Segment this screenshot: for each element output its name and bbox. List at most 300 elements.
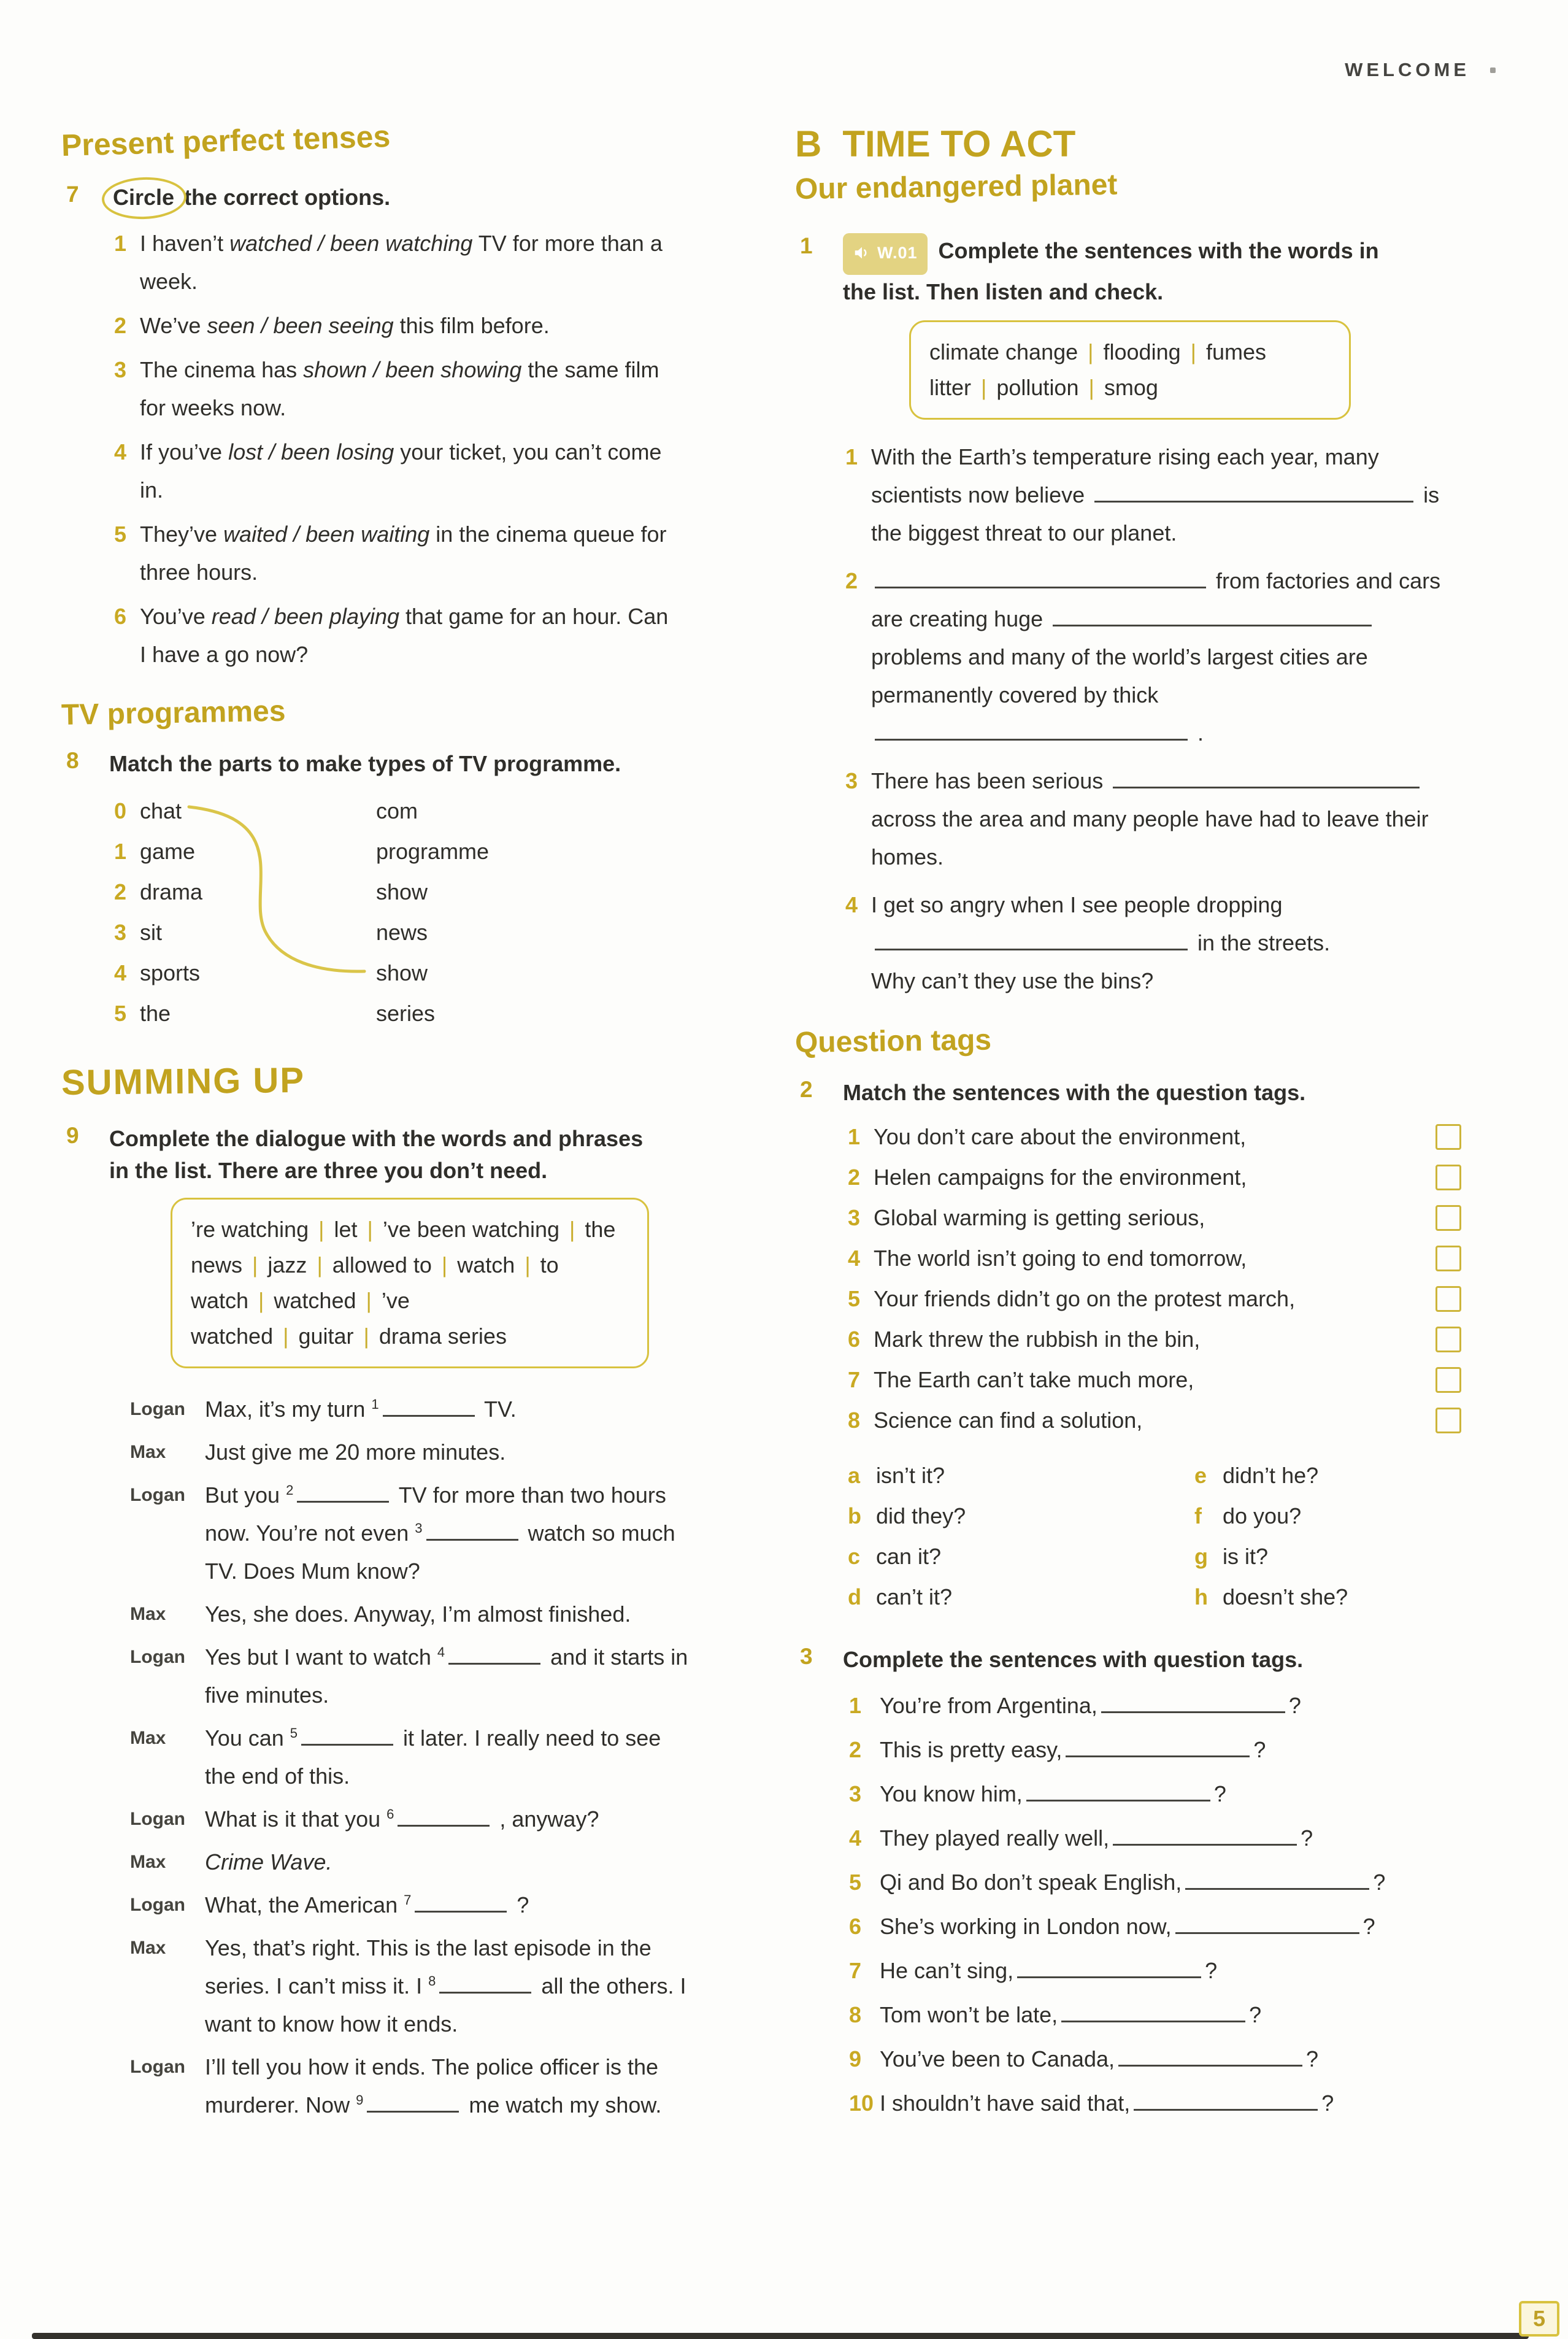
- blank-number: 9: [356, 2092, 364, 2108]
- dialogue-row: [130, 2048, 719, 2124]
- text: Mark threw the rubbish in the bin,: [874, 1327, 1201, 1352]
- word-option: pollution: [996, 375, 1079, 400]
- question-row: [848, 1403, 1461, 1438]
- exercise-item: [849, 2084, 1507, 2122]
- speaker-name: Max: [130, 1604, 166, 1624]
- text: If you’ve: [140, 439, 229, 464]
- text: TV.: [478, 1397, 517, 1422]
- speaker-icon: [853, 244, 871, 262]
- dialogue-text: [205, 1929, 690, 2043]
- text: You’ve been to Canada,: [880, 2046, 1115, 2071]
- exercise-item: [114, 307, 742, 345]
- tag-text: doesn’t she?: [1223, 1584, 1348, 1609]
- item-number: 10: [849, 2090, 874, 2116]
- separator: |: [252, 1252, 258, 1277]
- text: But you: [205, 1482, 286, 1508]
- tag-text: can it?: [876, 1544, 942, 1569]
- text: in the cinema queue for three hours.: [140, 522, 667, 585]
- section-title-tv-programmes: TV programmes: [61, 695, 286, 731]
- item-number: 1: [849, 1693, 862, 1718]
- match-right-word: com: [376, 798, 418, 823]
- answer-checkbox: [1435, 1205, 1461, 1231]
- item-text: [880, 2084, 1334, 2122]
- item-number: 5: [848, 1286, 861, 1311]
- page-header: WELCOME: [1345, 59, 1470, 80]
- separator: |: [366, 1288, 372, 1313]
- item-number: 1: [114, 231, 127, 256]
- text: There has been serious: [871, 768, 1110, 793]
- text: You’ve: [140, 604, 212, 629]
- matching-exercise: [114, 791, 531, 1034]
- item-text: [871, 438, 1442, 552]
- blank-line: [398, 1823, 490, 1827]
- text: You can: [205, 1725, 290, 1751]
- item-text: [848, 1201, 1427, 1235]
- item-number: 6: [114, 604, 127, 629]
- exercise-number: 1: [800, 233, 813, 258]
- item-text: [880, 1775, 1226, 1813]
- text: Yes but I want to watch: [205, 1644, 437, 1670]
- blank-number: 8: [428, 1973, 436, 1989]
- blank-line: [383, 1413, 475, 1417]
- blank-line: [1061, 2019, 1245, 2022]
- item-number: 8: [849, 2002, 862, 2027]
- tag-option: [848, 1538, 1194, 1575]
- blank-line: [1113, 785, 1420, 788]
- text: Tom won’t be late,: [880, 2002, 1058, 2027]
- instruction-text: [109, 182, 390, 214]
- separator: |: [981, 375, 987, 400]
- word-option: the news: [191, 1217, 616, 1277]
- exercise-item: [845, 562, 1507, 752]
- item-number: 1: [845, 444, 858, 469]
- page-number: 5: [1519, 2301, 1559, 2337]
- word-bank-line: [929, 334, 1331, 370]
- text: Global warming is getting serious,: [874, 1205, 1205, 1230]
- text: in the streets.: [1191, 930, 1331, 955]
- question-mark: ?: [1205, 1958, 1218, 1983]
- tag-option: [1194, 1538, 1507, 1575]
- exercise-7-items: [114, 225, 742, 674]
- speaker-name: Logan: [130, 1647, 185, 1667]
- item-text: [140, 433, 680, 509]
- item-number: 5: [849, 1870, 862, 1895]
- exercise-number: 7: [66, 182, 79, 207]
- item-number: 4: [845, 892, 858, 917]
- blank-line: [448, 1661, 540, 1665]
- item-text: [880, 1996, 1261, 2034]
- unit-letter: B: [795, 123, 822, 164]
- text: The world isn’t going to end tomorrow,: [874, 1246, 1247, 1271]
- question-mark: ?: [1306, 2046, 1319, 2071]
- text: With the Earth’s temperature rising each year, many scientists now believe: [871, 444, 1379, 507]
- blank-number: 6: [386, 1806, 394, 1822]
- blank-line: [367, 2109, 459, 2113]
- audio-track-label: W.01: [877, 244, 918, 262]
- text: Your friends didn’t go on the protest march,: [874, 1286, 1296, 1311]
- exercise-item: [845, 762, 1507, 876]
- exercise-9-header: [61, 1123, 742, 1187]
- item-text: [848, 1282, 1427, 1316]
- word-option: watched: [274, 1288, 356, 1313]
- dialogue: [130, 1390, 719, 2124]
- answer-checkbox: [1435, 1124, 1461, 1150]
- answer-checkbox: [1435, 1246, 1461, 1271]
- item-text: [880, 1863, 1385, 1902]
- item-text: [848, 1160, 1427, 1195]
- exercise-8-header: [61, 748, 742, 780]
- match-right-word: programme: [376, 839, 490, 864]
- blank-number: 5: [290, 1725, 298, 1741]
- section-title-present-perfect: Present perfect tenses: [61, 119, 391, 163]
- text: Helen campaigns for the environment,: [874, 1165, 1247, 1190]
- option-text: read / been playing: [211, 604, 400, 629]
- question-mark: ?: [1288, 1693, 1301, 1718]
- separator: |: [1088, 339, 1094, 364]
- exercise-number: 9: [66, 1123, 79, 1148]
- blank-line: [1094, 499, 1413, 503]
- exercise-2-items: [848, 1120, 1461, 1438]
- instruction-text: Complete the dialogue with the words and phrases in the list. There are three you don’t need.: [109, 1126, 644, 1183]
- separator: |: [1190, 339, 1196, 364]
- blank-line: [875, 737, 1188, 741]
- blank-line: [415, 1909, 507, 1913]
- instruction-text: Match the parts to make types of TV programme.: [109, 751, 621, 776]
- match-left-word: the: [140, 1001, 171, 1026]
- word-option: litter: [929, 375, 972, 400]
- text: The Earth can’t take much more,: [874, 1367, 1194, 1392]
- exercise-1-header: [795, 233, 1507, 309]
- right-column: [795, 123, 1507, 2129]
- separator: |: [1088, 375, 1094, 400]
- tag-option: [848, 1498, 1194, 1535]
- tag-option: [1194, 1498, 1507, 1535]
- item-text: [880, 1687, 1301, 1725]
- blank-line: [439, 1990, 531, 1994]
- blank-number: 1: [371, 1397, 379, 1412]
- word-option: ’re watching: [191, 1217, 309, 1242]
- tag-text: did they?: [876, 1503, 966, 1528]
- word-option: ’ve been watching: [382, 1217, 560, 1242]
- match-row: [114, 912, 531, 953]
- blank-line: [301, 1742, 393, 1746]
- question-mark: ?: [1253, 1737, 1266, 1762]
- dialogue-row: [130, 1929, 719, 2043]
- question-mark: ?: [1373, 1870, 1386, 1895]
- exercise-item: [849, 1775, 1507, 1813]
- speaker-name: Max: [130, 1938, 166, 1958]
- item-text: [140, 225, 680, 301]
- exercise-number: 3: [800, 1644, 813, 1669]
- dialogue-text: [205, 1476, 690, 1590]
- item-number: 4: [848, 1246, 861, 1271]
- separator: |: [569, 1217, 575, 1242]
- word-option: drama series: [379, 1324, 507, 1349]
- section-title-question-tags: Question tags: [794, 1023, 992, 1059]
- text: from factories and cars are creating huge: [871, 568, 1441, 631]
- item-text: [848, 1241, 1427, 1276]
- speaker-name: Logan: [130, 1485, 185, 1505]
- speaker-name: Logan: [130, 1809, 185, 1829]
- audio-badge: [843, 233, 928, 275]
- item-text: [871, 762, 1442, 876]
- word-bank: [171, 1198, 649, 1368]
- tag-text: is it?: [1223, 1544, 1269, 1569]
- answer-checkbox: [1435, 1286, 1461, 1312]
- item-text: [140, 598, 680, 674]
- answer-checkbox: [1435, 1327, 1461, 1352]
- exercise-1-items: [845, 438, 1507, 1000]
- item-text: [140, 351, 680, 427]
- text: TV for more than a week.: [140, 231, 663, 294]
- item-text: [848, 1120, 1427, 1154]
- dialogue-row: [130, 1390, 719, 1428]
- question-mark: ?: [1362, 1914, 1375, 1939]
- exercise-item: [849, 2040, 1507, 2078]
- text: They’ve: [140, 522, 224, 547]
- item-number: 1: [848, 1124, 861, 1149]
- match-right-word: news: [376, 920, 428, 945]
- blank-line: [1017, 1975, 1201, 1978]
- blank-line: [297, 1499, 389, 1503]
- tag-text: isn’t it?: [876, 1463, 945, 1488]
- text: Just give me 20 more minutes.: [205, 1439, 506, 1465]
- blank-number: 2: [286, 1482, 294, 1498]
- match-left-word: sports: [140, 960, 201, 985]
- speaker-name: Max: [130, 1852, 166, 1872]
- option-text: seen / been seeing: [207, 313, 394, 338]
- separator: |: [317, 1252, 323, 1277]
- item-number: 5: [114, 522, 127, 547]
- item-number: 3: [114, 920, 127, 945]
- item-text: [848, 1322, 1427, 1357]
- item-text: [880, 2040, 1318, 2078]
- blank-number: 7: [404, 1892, 412, 1908]
- speaker-name: Max: [130, 1728, 166, 1748]
- dialogue-text: [205, 1433, 505, 1471]
- word-option: ’ve watched: [191, 1288, 410, 1349]
- text: Max, it’s my turn: [205, 1397, 372, 1422]
- item-text: [880, 1819, 1313, 1857]
- text: They played really well,: [880, 1825, 1110, 1851]
- word-option: watch: [457, 1252, 515, 1277]
- dialogue-row: [130, 1800, 719, 1838]
- answer-checkbox: [1435, 1367, 1461, 1393]
- text: Qi and Bo don’t speak English,: [880, 1870, 1182, 1895]
- item-number: 4: [114, 960, 127, 985]
- speaker-name: Max: [130, 1442, 166, 1462]
- text: it later. I really need to see the end of this.: [205, 1725, 661, 1789]
- question-row: [848, 1201, 1461, 1235]
- question-mark: ?: [1249, 2002, 1262, 2027]
- text: We’ve: [140, 313, 207, 338]
- blank-line: [1113, 1842, 1297, 1846]
- blank-line: [1066, 1754, 1250, 1757]
- separator: |: [367, 1217, 373, 1242]
- item-number: 2: [845, 568, 858, 593]
- instruction-text: [843, 233, 1395, 309]
- text: your ticket, you can’t come in.: [140, 439, 662, 503]
- item-text: [880, 1731, 1266, 1769]
- blank-line: [1026, 1798, 1210, 1801]
- speaker-name: Logan: [130, 2057, 185, 2077]
- word-option: guitar: [298, 1324, 354, 1349]
- exercise-item: [114, 351, 742, 427]
- dialogue-row: [130, 1843, 719, 1881]
- item-number: 3: [849, 1781, 862, 1806]
- tag-option: [848, 1457, 1194, 1494]
- text: and it starts in five minutes.: [205, 1644, 688, 1708]
- blank-own-line: [871, 714, 1442, 752]
- question-mark: ?: [1321, 2090, 1334, 2116]
- tag-letter: f: [1194, 1503, 1202, 1528]
- exercise-3-header: [795, 1644, 1507, 1676]
- word-option: flooding: [1103, 339, 1181, 364]
- text: , anyway?: [493, 1806, 599, 1832]
- blank-line: [875, 585, 1206, 588]
- blank-line: [1185, 1886, 1369, 1890]
- item-number: 8: [848, 1408, 861, 1433]
- item-text: [880, 1952, 1217, 1990]
- text: The cinema has: [140, 357, 304, 382]
- match-right-word: series: [376, 1001, 436, 1026]
- dialogue-text: [205, 1800, 599, 1838]
- question-row: [848, 1241, 1461, 1276]
- item-number: 7: [848, 1367, 861, 1392]
- exercise-item: [849, 1819, 1507, 1857]
- tag-text: can’t it?: [876, 1584, 953, 1609]
- option-text: watched / been watching: [229, 231, 473, 256]
- tag-letter: e: [1194, 1463, 1207, 1488]
- item-text: [140, 307, 550, 345]
- blank-number: 3: [415, 1520, 423, 1536]
- match-left-word: sit: [140, 920, 162, 945]
- tag-letter: h: [1194, 1584, 1208, 1609]
- item-number: 3: [114, 357, 127, 382]
- separator: |: [318, 1217, 325, 1242]
- word-option: climate change: [929, 339, 1078, 364]
- text: He can’t sing,: [880, 1958, 1014, 1983]
- text: TV for more than two hours now. You’re not even: [205, 1482, 666, 1546]
- exercise-item: [849, 1863, 1507, 1902]
- dialogue-row: [130, 1433, 719, 1471]
- item-number: 6: [848, 1327, 861, 1352]
- text: I shouldn’t have said that,: [880, 2090, 1131, 2116]
- text: You’re from Argentina,: [880, 1693, 1097, 1718]
- instruction-text: Complete the sentences with question tags.: [843, 1647, 1304, 1672]
- exercise-item: [849, 1687, 1507, 1725]
- blank-line: [426, 1537, 518, 1541]
- text: You know him,: [880, 1781, 1023, 1806]
- match-right-word: show: [376, 960, 428, 985]
- separator: |: [283, 1324, 289, 1349]
- exercise-item: [845, 886, 1507, 1000]
- section-title-endangered-planet: Our endangered planet: [794, 168, 1118, 206]
- circle-annotation-icon: [101, 176, 187, 221]
- scan-edge: [32, 2333, 1529, 2339]
- item-text: [880, 1908, 1375, 1946]
- dialogue-text: [205, 1719, 690, 1795]
- item-number: 1: [114, 839, 127, 864]
- blank-line: [1053, 623, 1372, 626]
- word-option: allowed to: [332, 1252, 432, 1277]
- separator: |: [525, 1252, 531, 1277]
- text: is the biggest threat to our planet.: [871, 482, 1440, 545]
- dialogue-text: [205, 1390, 517, 1428]
- tag-letter: d: [848, 1584, 861, 1609]
- item-number: 6: [849, 1914, 862, 1939]
- item-number: 0: [114, 798, 127, 823]
- exercise-number: 8: [66, 748, 79, 773]
- blank-line: [875, 947, 1188, 950]
- exercise-item: [114, 225, 742, 301]
- item-number: 2: [848, 1165, 861, 1190]
- tag-letter: a: [848, 1463, 861, 1488]
- blank-line: [1101, 1709, 1285, 1713]
- tag-option: [1194, 1579, 1507, 1616]
- tag-letter: b: [848, 1503, 861, 1528]
- text: You don’t care about the environment,: [874, 1124, 1247, 1149]
- text: all the others. I want to know how it ends.: [205, 1973, 686, 2037]
- instruction-text: Match the sentences with the question tags.: [843, 1080, 1306, 1105]
- dialogue-row: [130, 1719, 719, 1795]
- text: She’s working in London now,: [880, 1914, 1172, 1939]
- text: .: [1191, 720, 1204, 746]
- answer-checkbox: [1435, 1408, 1461, 1433]
- exercise-number: 2: [800, 1077, 813, 1102]
- exercise-item: [849, 1731, 1507, 1769]
- text: What, the American: [205, 1892, 404, 1917]
- item-number: 4: [114, 439, 127, 464]
- word-option: jazz: [267, 1252, 307, 1277]
- text: this film before.: [393, 313, 550, 338]
- speaker-name: Logan: [130, 1895, 185, 1915]
- exercise-item: [849, 1952, 1507, 1990]
- movie-title: Crime Wave.: [205, 1849, 332, 1875]
- text: I’ll tell you how it ends. The police officer is the murderer. Now: [205, 2054, 659, 2117]
- left-column: [61, 119, 742, 2129]
- question-row: [848, 1160, 1461, 1195]
- match-left-word: game: [140, 839, 196, 864]
- unit-title: [795, 123, 1507, 165]
- separator: |: [258, 1288, 264, 1313]
- speaker-name: Logan: [130, 1399, 185, 1419]
- text: I haven’t: [140, 231, 230, 256]
- unit-title-text: TIME TO ACT: [842, 123, 1076, 164]
- option-text: lost / been losing: [228, 439, 394, 464]
- question-row: [848, 1363, 1461, 1397]
- dialogue-text: [205, 2048, 690, 2124]
- match-row: [114, 953, 531, 993]
- dialogue-text: [205, 1638, 690, 1714]
- match-row: [114, 872, 531, 912]
- word-bank: [909, 320, 1351, 420]
- word-option: to watch: [191, 1252, 559, 1313]
- exercise-item: [849, 1996, 1507, 2034]
- item-number: 2: [114, 313, 127, 338]
- text: Why can’t they use the bins?: [871, 968, 1154, 993]
- text: This is pretty easy,: [880, 1737, 1063, 1762]
- word-option: smog: [1104, 375, 1158, 400]
- exercise-item: [114, 515, 742, 591]
- match-row: [114, 831, 531, 872]
- item-text: [871, 886, 1442, 1000]
- blank-line: [1118, 2063, 1302, 2067]
- tag-option: [848, 1579, 1194, 1616]
- item-text: [140, 515, 680, 591]
- dialogue-row: [130, 1886, 719, 1924]
- match-left-word: chat: [140, 798, 182, 823]
